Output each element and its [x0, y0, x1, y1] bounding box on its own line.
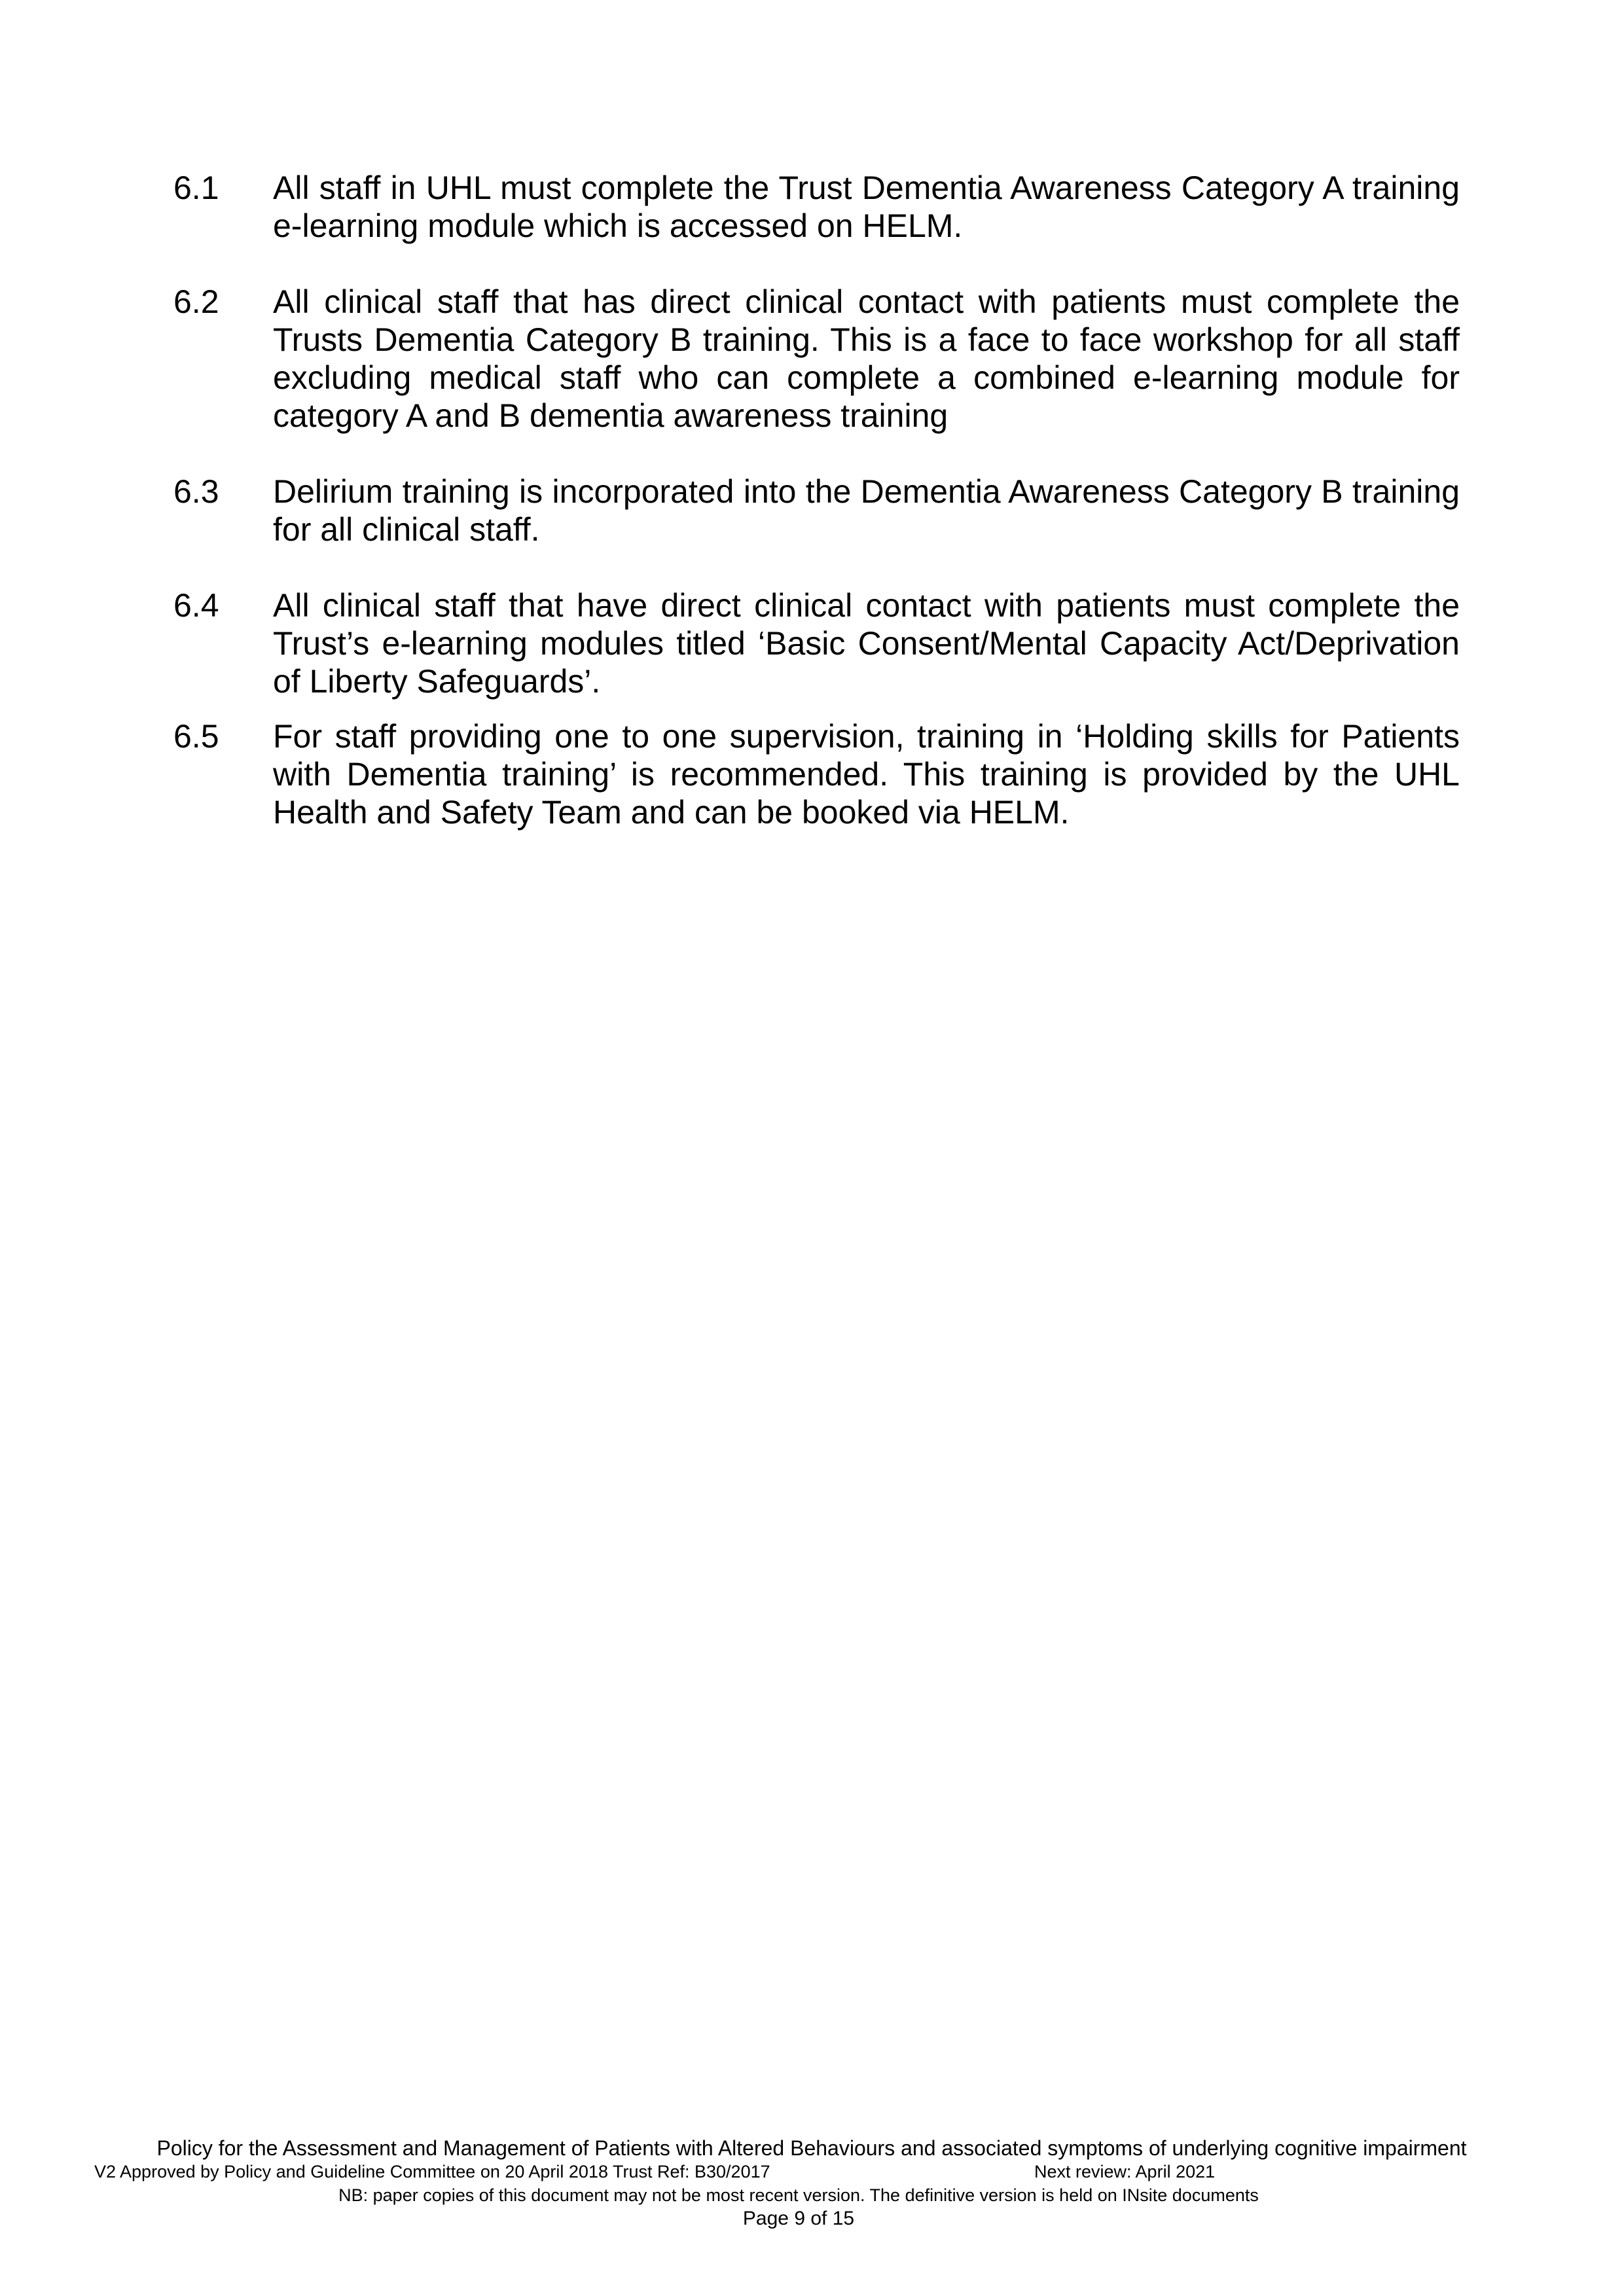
footer-approval-line [79, 2160, 1545, 2183]
section-number: 6.5 [173, 718, 219, 755]
footer-policy-title: Policy for the Assessment and Management of Patients with Altered Behaviours and associated symptoms of underlying cognitive impairment [156, 2136, 1467, 2160]
section-6-3 [173, 473, 1460, 548]
section-text: All clinical staff that have direct clinical contact with patients must complete the Trust’s e-learning modules titled ‘Basic Consent/Mental Capacity Act/Deprivation of Liberty Safeguards’. [273, 587, 1460, 700]
section-text: All staff in UHL must complete the Trust Dementia Awareness Category A training e-learning module which is accessed on HELM. [273, 170, 1460, 244]
section-number: 6.4 [173, 587, 219, 624]
section-6-1 [173, 169, 1460, 245]
training-sections [173, 169, 1460, 831]
page-footer [79, 2136, 1545, 2231]
section-text: Delirium training is incorporated into the Dementia Awareness Category B training for all clinical staff. [273, 473, 1460, 548]
footer-next-review: Next review: April 2021 [1034, 2162, 1216, 2181]
footer-page-number: Page 9 of 15 [742, 2208, 855, 2229]
section-6-2 [173, 283, 1460, 435]
section-text: For staff providing one to one supervision, training in ‘Holding skills for Patients with Dementia training’ is recommended. This training is provided by the UHL Health and Safety Team and can be booked via HELM. [273, 718, 1460, 831]
section-text: All clinical staff that has direct clinical contact with patients must complete the Trusts Dementia Category B training. This is a face to face workshop for all staff excluding medical staff who can complete a combined e-learning module for category A and B dementia awareness training [273, 283, 1460, 434]
section-number: 6.3 [173, 473, 219, 510]
section-6-5 [173, 717, 1460, 831]
footer-disclaimer: NB: paper copies of this document may not be most recent version. The definitive version is held on INsite documents [338, 2185, 1259, 2205]
section-number: 6.1 [173, 170, 219, 206]
section-number: 6.2 [173, 283, 219, 320]
footer-approval: V2 Approved by Policy and Guideline Committee on 20 April 2018 Trust Ref: B30/2017 [94, 2162, 770, 2181]
section-6-4 [173, 586, 1460, 700]
